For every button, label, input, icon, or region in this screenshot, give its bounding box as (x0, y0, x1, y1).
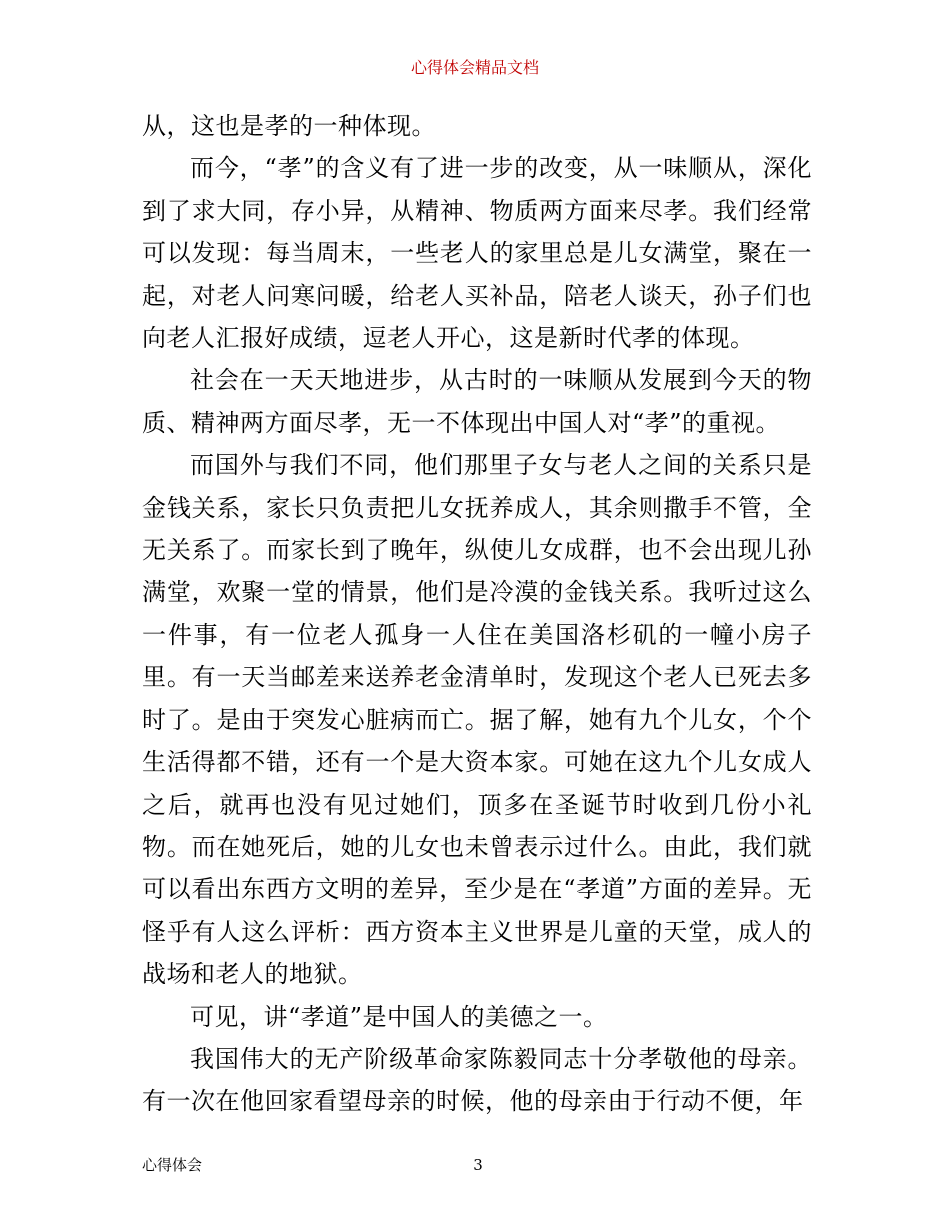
page-footer (142, 1155, 812, 1175)
page-number: 3 (473, 1156, 483, 1174)
paragraph: 可见，讲“孝道”是中国人的美德之一。 (190, 1002, 608, 1031)
paragraph: 而今，“孝”的含义有了进一步的改变，从一味顺从，深化到了求大同，存小异，从精神、物质两方面来尽孝。我们经常可以发现：每当周末，一些老人的家里总是儿女满堂，聚在一起，对老人问寒问暖，给老人买补品，陪老人谈天，孙子们也向老人汇报好成绩，逗老人开心，这是新时代孝的体现。 (142, 154, 812, 353)
paragraph: 我国伟大的无产阶级革命家陈毅同志十分孝敬他的母亲。有一次在他回家看望母亲的时候，他的母亲由于行动不便，年 (142, 1044, 812, 1116)
paragraph: 而国外与我们不同，他们那里子女与老人之间的关系只是金钱关系，家长只负责把儿女抚养成人，其余则撒手不管，全无关系了。而家长到了晚年，纵使儿女成群，也不会出现儿孙满堂，欢聚一堂的情景，他们是冷漠的金钱关系。我听过这么一件事，有一位老人孤身一人住在美国洛杉矶的一幢小房子里。有一天当邮差来送养老金清单时，发现这个老人已死去多时了。是由于突发心脏病而亡。据了解，她有九个儿女，个个生活得都不错，还有一个是大资本家。可她在这九个儿女成人之后，就再也没有见过她们，顶多在圣诞节时收到几份小礼物。而在她死后，她的儿女也未曾表示过什么。由此，我们就可以看出东西方文明的差异，至少是在“孝道”方面的差异。无怪乎有人这么评析：西方资本主义世界是儿童的天堂，成人的战场和老人的地狱。 (142, 451, 812, 989)
paragraph: 社会在一天天地进步，从古时的一味顺从发展到今天的物质、精神两方面尽孝，无一不体现出中国人对“孝”的重视。 (142, 366, 812, 437)
page-header: 心得体会精品文档 (410, 58, 539, 77)
paragraph-continuation: 从，这也是孝的一种体现。 (142, 112, 436, 140)
footer-label: 心得体会 (142, 1156, 203, 1174)
document-body (142, 105, 812, 1123)
